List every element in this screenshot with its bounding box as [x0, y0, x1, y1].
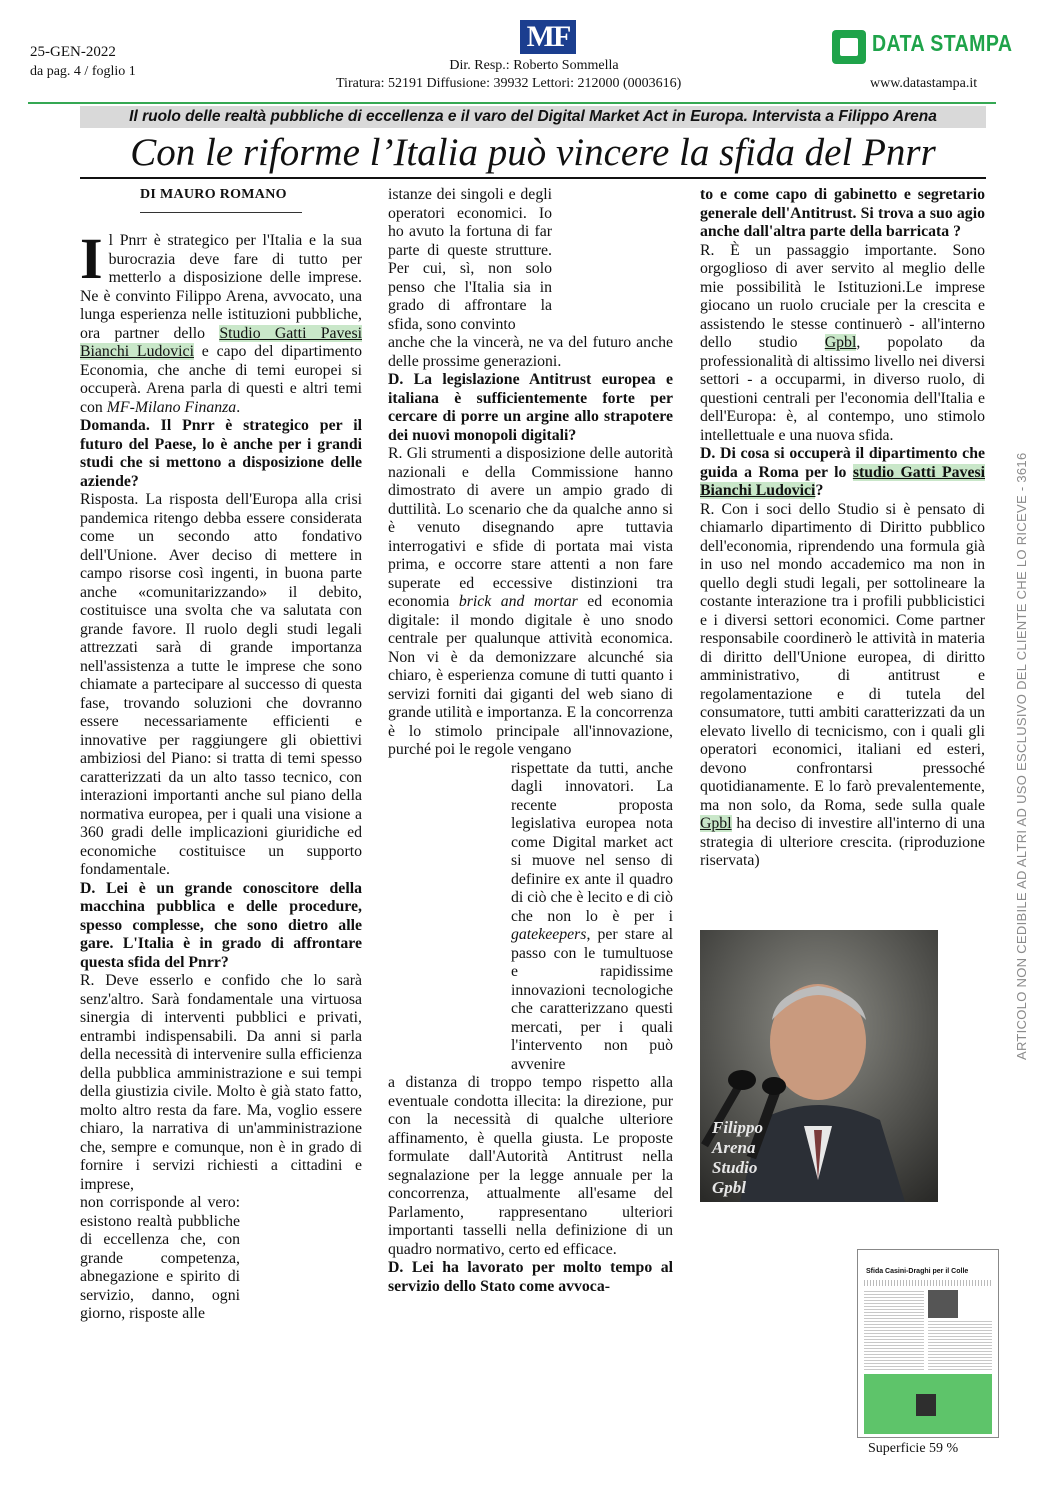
- answer-3-narrow-cont: , per stare al passo con le tumultuose e rapidissime innovazioni tecnologiche che caratterizzano questi mercati, per i quali l'intervento non può avvenire: [511, 926, 673, 1073]
- article-headline: Con le riforme l’Italia può vincere la sfida del Pnrr: [130, 131, 936, 174]
- answer-2: R. Deve esserlo e confido che lo sarà senz'altro. Sarà fondamentale una virtuosa sinergia di interventi pubblici e privati, entrambi indispensabili. Da anni si parla della necessità di intervenire sulla efficienza della pubblica amministrazione e sui tempi della giustizia civile. Molto è già stato fatto, molto altro resta da fare. Ma, voglio essere chiaro, la narrativa di un'amministrazione che, sempre e comunque, non è in grado di fornire i servizi richiesti a cittadini e imprese,: [80, 972, 362, 1193]
- question-5-text: D. Di cosa si occuperà il dipartimento che guida a Roma per lo: [700, 445, 985, 481]
- answer-4: [700, 242, 985, 446]
- page-thumbnail[interactable]: [857, 1249, 999, 1438]
- byline-rule: [140, 212, 302, 213]
- intro-end: .: [236, 398, 241, 416]
- director-line: Dir. Resp.: Roberto Sommella: [449, 58, 619, 73]
- intro-text: l Pnrr è strategico per l'Italia e la sua burocrazia deve fare di tutto per metterlo a disposizione delle imprese. Ne è convinto Filippo Arena, avvocato, una lunga esperienza nelle istituzioni pubbliche, ora partner dello: [80, 232, 362, 342]
- copyright-notice: ARTICOLO NON CEDIBILE AD ALTRI AD USO ESCLUSIVO DEL CLIENTE CHE LO RICEVE - 3616: [1014, 452, 1029, 1060]
- term-gatekeepers: gatekeepers: [511, 926, 587, 943]
- circulation-line: Tiratura: 52191 Diffusione: 39932 Lettori: 212000 (0003616): [336, 76, 682, 91]
- caption-line: Filippo: [712, 1118, 764, 1137]
- thumbnail-column: [928, 1320, 992, 1370]
- answer-3-end: a distanza di troppo tempo rispetto alla eventuale condotta illecita: la direzione, pur con la necessità di qualche ulteriore affinamento, è quella giusta. Le proposte formulate dall'Autorità Antitrust nella segnalazione per la legge annuale per la concorrenza, attualmente all'esame del Parlamento, rappresentano ulteriori importanti tasselli nella definizione di un quadro normativo, certo ed efficace.: [388, 1074, 673, 1258]
- answer-5: [700, 501, 985, 871]
- answer-3-text-cont: ed economia digitale: il mondo digitale è uno snodo centrale per qualunque attività economica. Non vi è da demonizzare alcunché sia chiaro, è esperienza comune di tutti quanto i servizi forniti dai giganti del web siano di grande utilità e importanza. E la concorrenza è lo stimolo principale all'innovazione, purché poi le regole vengano: [388, 593, 673, 758]
- headline-rule: [80, 177, 986, 179]
- column-2: [388, 186, 673, 1296]
- thumbnail-portrait: [916, 1394, 936, 1416]
- answer-1: Risposta. La risposta dell'Europa alla crisi pandemica ritengo debba essere considerata come un secondo atto fondativo dell'Unione. Aver deciso di mettere in campo risorse così ingenti, in buona parte anche «comunitarizzando» il debito, costituisce una svolta che va salutata con grande favore. Il ruolo degli studi legali attrezzati sarà di grande importanza nell'assistenza a tutte le imprese che sono chiamate a partecipare al successo di questa fase, trovando soluzioni che dovranno essere necessariamente efficienti e innovative per raggiungere gli obiettivi ambiziosi del Piano: si tratta di temi spesso caratterizzati da un alto tasso tecnico, con interazioni importanti anche sul piano della normativa europea, per i quali una visione a 360 gradi delle implicazioni giuridiche ed economiche costituisce un supporto fondamentale.: [80, 491, 362, 878]
- brand-name: DATA STAMPA: [872, 30, 1013, 56]
- dropcap: I: [80, 226, 103, 291]
- question-3: D. La legislazione Antitrust europea e italiana è sufficientemente forte per cercare di porre un argine allo strapotere dei nuovi monopoli digitali?: [388, 371, 673, 444]
- thumbnail-text-lines: [864, 1280, 992, 1286]
- answer-3-text: R. Gli strumenti a disposizione delle autorità nazionali e della Commissione hanno dimostrato di avere un ampio grado di duttilità. Lo scenario che da qualche anno si è venuto disegnando apre tuttavia interrogativi e sfide di portata mai vista prima, e occorre stare attenti a non fare superate ed eccessive distinzioni tra economia: [388, 445, 673, 610]
- answer-2-narrow: non corrisponde al vero: esistono realtà pubbliche di eccellenza che, con grande competenza, abnegazione e spirito di servizio, danno, ogni giorno, risposte alle: [80, 1194, 240, 1322]
- caption-line: Studio: [712, 1158, 758, 1177]
- caption-line: Gpbl: [712, 1178, 746, 1197]
- thumbnail-column: [864, 1290, 924, 1370]
- thumbnail-headline: Sfida Casini-Draghi per il Colle: [866, 1268, 969, 1275]
- question-4: D. Lei ha lavorato per molto tempo al servizio dello Stato come avvoca-: [388, 1259, 673, 1295]
- intro-text-cont: e capo del dipartimento Economia, che anche di temi europei si occuperà. Arena parla di questi e altri temi con: [80, 343, 362, 416]
- question-4-cont: to e come capo di gabinetto e segretario generale dell'Antitrust. Si trova a suo agio anche dall'altra parte della barricata ?: [700, 186, 985, 240]
- term-brick-and-mortar: brick and mortar: [458, 593, 578, 610]
- firm-mention: Gpbl: [824, 334, 857, 351]
- data-stampa-logo-icon: [832, 30, 866, 64]
- firm-mention: Studio Gatti Pavesi Bianchi Ludovici: [80, 324, 362, 360]
- answer-5-text: R. Con i soci dello Studio si è pensato di chiamarlo dipartimento di Diritto pubblico dell'economia, riprendendo una formula già in uso nel mondo accademico ma non in quello degli studi legali, per sottolineare la costante interazione tra i profili pubblicistici e i diversi settori economici. Come partner responsabile coordinerò le attività in materia di diritto dell'Unione europea, di diritto amministrativo, di antitrust e regolamentazione e di tutela del consumatore, tutti ambiti caratterizzati da un elevato livello di tecnicismo, con i quali gli operatori economici, italiani ed esteri, devono confrontarsi pressoché quotidianamente. E lo farò prevalentemente, ma non solo, da Roma, sede sulla quale: [700, 500, 985, 814]
- intro-paragraph: [80, 226, 362, 417]
- answer-3: [388, 445, 673, 760]
- question-5-end: ?: [815, 482, 824, 499]
- question-2: D. Lei è un grande conoscitore della macchina pubblica e delle procedure, spesso complesse, che sono dietro alle gare. L'Italia è in grado di affrontare questa sfida del Pnrr?: [80, 879, 362, 971]
- photo-caption: [712, 1118, 763, 1198]
- question-5: [700, 445, 985, 501]
- header-divider: [28, 102, 996, 104]
- firm-mention: Gpbl: [700, 815, 732, 832]
- website-link[interactable]: www.datastampa.it: [870, 76, 978, 91]
- page-reference: da pag. 4 / foglio 1: [30, 64, 136, 79]
- thumbnail-highlight-area: [864, 1374, 992, 1434]
- portrait-photo: [700, 930, 938, 1202]
- clipping-date: 25-GEN-2022: [30, 44, 116, 60]
- answer-5-text-cont: ha deciso di investire all'interno di una strategia di ulteriore crescita. (riproduzione riservata): [700, 815, 985, 869]
- column-3: [700, 186, 985, 871]
- thumbnail-photo: [928, 1290, 958, 1318]
- answer-4-text: R. È un passaggio importante. Sono orgoglioso di aver servito al meglio delle mie possibilità le Istituzioni.Le imprese giocano un ruolo cruciale per la crescita e assistendo le stesse continuerò - all'interno dello studio: [700, 241, 985, 351]
- publication-name: MF-Milano Finanza: [106, 398, 237, 416]
- answer-3-narrow-text: rispettate da tutti, anche dagli innovatori. La recente proposta legislativa europea nota come Digital market act si muove nel senso di definire ex ante il quadro di ciò che è lecito e di ciò che non lo è per i: [511, 759, 673, 925]
- surface-percentage: Superficie 59 %: [868, 1441, 959, 1456]
- mf-logo: MF: [520, 20, 576, 54]
- answer-3-narrow: [511, 760, 673, 1075]
- column-2-top: istanze dei singoli e degli operatori economici. Io ho avuto la fortuna di far parte di queste strutture. Per cui, sì, non solo penso che l'Italia sia in grado di affrontare la sfida, sono convinto: [388, 186, 552, 333]
- column-2-top-wide: anche che la vincerà, ne va del futuro anche delle prossime generazioni.: [388, 334, 673, 370]
- answer-4-text-cont: , popolato da professionalità di altissimo livello nei diversi settori - a occuparmi, in diverso ruolo, di questioni centrali per l'economia dell'Italia e dell'Europa: è, al contempo, uno stimolo intellettuale e una nuova sfida.: [700, 334, 985, 444]
- caption-line: Arena: [712, 1138, 756, 1157]
- column-1: [80, 226, 362, 1324]
- byline: DI MAURO ROMANO: [140, 187, 287, 202]
- question-1: Domanda. Il Pnrr è strategico per il futuro del Paese, lo è anche per i grandi studi che si mettono a disposizione delle aziende?: [80, 417, 362, 490]
- article-kicker: Il ruolo delle realtà pubbliche di eccellenza e il varo del Digital Market Act in Europa. Intervista a Filippo Arena: [80, 106, 986, 128]
- firm-mention: studio Gatti Pavesi Bianchi Ludovici: [700, 463, 985, 499]
